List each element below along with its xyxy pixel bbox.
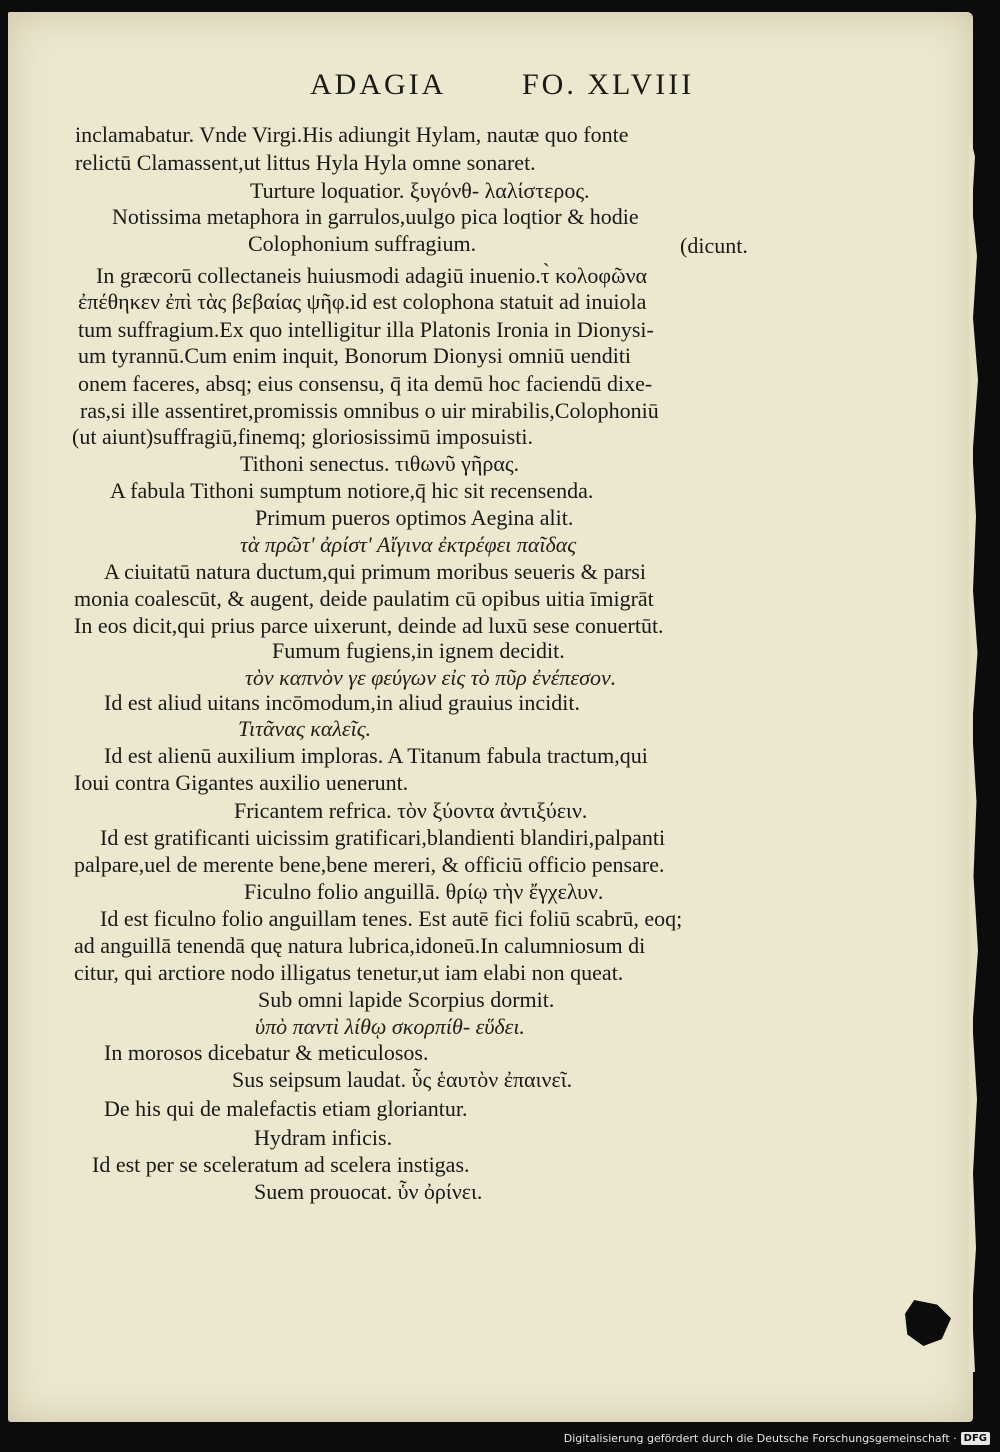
adage-heading: Suem prouocat. ὗν ὀρίνει. [254, 1179, 483, 1204]
text-line: Ioui contra Gigantes auxilio uenerunt. [74, 770, 409, 795]
text-line: (dicunt. [680, 233, 748, 258]
greek-line: τὰ πρῶτ' ἀρίστ' Αἴγινα ἐκτρέφει παῖδας [240, 532, 577, 557]
text-line: In morosos dicebatur & meticulosos. [104, 1040, 429, 1065]
folio-number: FO. XLVIII [522, 68, 695, 101]
adage-heading: Sus seipsum laudat. ὗς ἑαυτὸν ἐπαινεῖ. [232, 1067, 573, 1092]
greek-line: τὸν καπνὸν γε φεύγων εἰς τὸ πῦρ ἐνέπεσον. [245, 665, 617, 690]
text-line: A ciuitatū natura ductum,qui primum moribus seueris & parsi [104, 559, 646, 584]
text-line: Id est per se sceleratum ad scelera instigas. [92, 1152, 470, 1177]
adage-heading: Fumum fugiens,in ignem decidit. [272, 638, 565, 663]
adage-heading: Colophonium suffragium. [248, 231, 477, 256]
text-line: monia coalescūt, & augent, deide paulatim cū opibus uitia īmigrāt [74, 586, 654, 611]
greek-line: ὑπὸ παντὶ λίθῳ σκορπίθ- εὕδει. [255, 1014, 525, 1039]
running-header [310, 68, 710, 108]
text-line: De his qui de malefactis etiam gloriantur. [104, 1096, 468, 1121]
dfg-logo: DFG [961, 1432, 990, 1445]
text-line: Id est gratificanti uicissim gratificari,blandienti blandiri,palpanti [100, 825, 666, 850]
text-line: (ut aiunt)suffragiū,finemq; gloriosissimū imposuisti. [72, 424, 533, 449]
text-line: tum suffragium.Ex quo intelligitur illa Platonis Ironia in Dionysi- [78, 317, 654, 342]
text-line: relictū Clamassent,ut littus Hyla Hyla omne sonaret. [75, 150, 536, 175]
text-line: Notissima metaphora in garrulos,uulgo pica loqtior & hodie [112, 204, 639, 229]
adage-heading: Sub omni lapide Scorpius dormit. [258, 987, 555, 1012]
text-line: In eos dicit,qui prius parce uixerunt, deinde ad luxū sese conuertūt. [74, 613, 664, 638]
text-line: In græcorū collectaneis huiusmodi adagiū inuenio.τ̀ κολοφῶνα [96, 263, 648, 288]
greek-line: Τιτᾶνας καλεῖς. [238, 716, 372, 741]
text-line: ἐπέθηκεν ἐπὶ τὰς βεβαίας ψῆφ.id est colophona statuit ad inuiola [78, 289, 647, 314]
adage-heading: Fricantem refrica. τὸν ξύοντα ἀντιξύειν. [234, 798, 588, 823]
header-title: ADAGIA [310, 68, 447, 101]
text-line: Id est ficulno folio anguillam tenes. Est autē fici foliū scabrū, eoq; [100, 906, 683, 931]
adage-heading: Tithoni senectus. τιθωνῦ γῆρας. [240, 451, 520, 476]
adage-heading: Hydram inficis. [254, 1125, 393, 1150]
text-line: ad anguillā tenendā quę natura lubrica,idoneū.In calumniosum di [74, 933, 646, 958]
adage-heading: Primum pueros optimos Aegina alit. [255, 505, 574, 530]
text-line: palpare,uel de merente bene,bene mereri, & officiū officio pensare. [74, 852, 665, 877]
adage-heading: Turture loquatior. ξυγόνθ- λαλίστερος. [250, 178, 590, 203]
adage-heading: Ficulno folio anguillā. θρίῳ τὴν ἔγχελυν. [244, 879, 604, 904]
page-edge [969, 132, 979, 1372]
text-line: citur, qui arctiore nodo illigatus tenetur,ut iam elabi non queat. [74, 960, 624, 985]
text-line: um tyrannū.Cum enim inquit, Bonorum Dionysi omniū uenditi [78, 343, 632, 368]
text-line: A fabula Tithoni sumptum notiore,q̄ hic sit recensenda. [110, 478, 594, 503]
footer [564, 1428, 990, 1448]
text-line: Id est alienū auxilium imploras. A Titanum fabula tractum,qui [104, 743, 648, 768]
text-line: Id est aliud uitans incōmodum,in aliud grauius incidit. [104, 690, 580, 715]
text-line: inclamabatur. Vnde Virgi.His adiungit Hylam, nautæ quo fonte [75, 122, 629, 147]
text-line: ras,si ille assentiret,promissis omnibus o uir mirabilis,Colophoniū [80, 398, 659, 423]
text-line: onem faceres, absq; eius consensu, q̄ ita demū hoc faciendū dixe- [78, 371, 653, 396]
footer-credit: Digitalisierung gefördert durch die Deutsche Forschungsgemeinschaft · [563, 1431, 957, 1445]
